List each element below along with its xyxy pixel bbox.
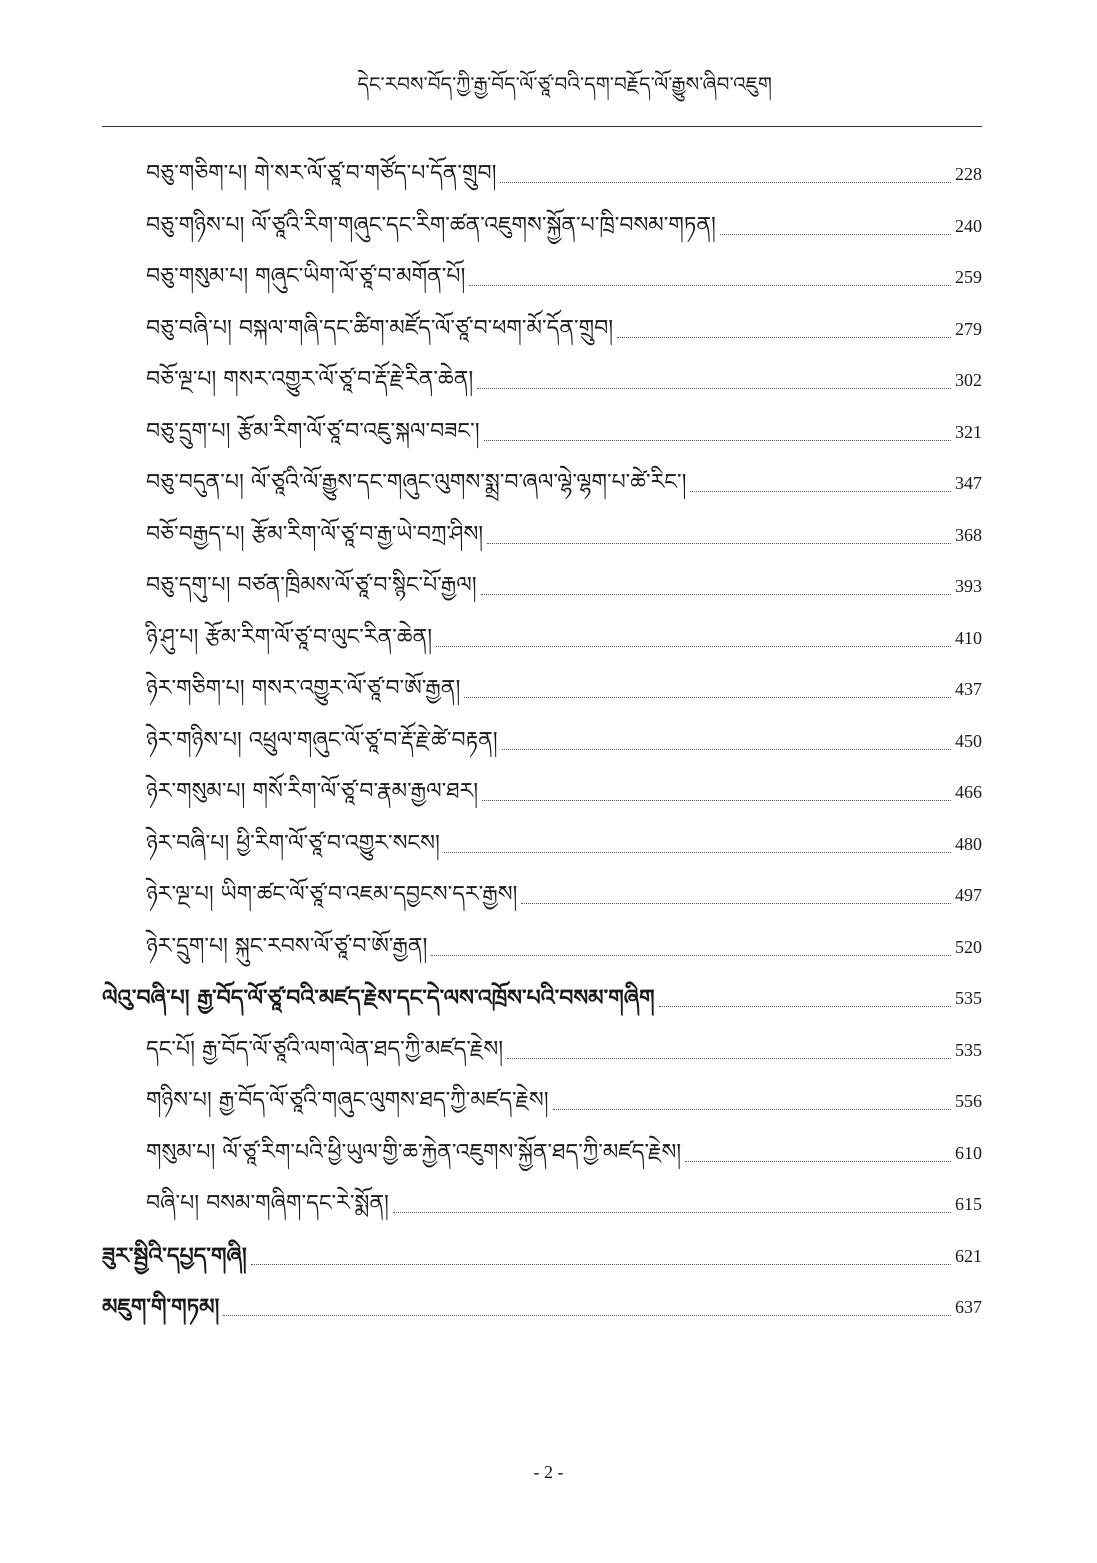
toc-entry[interactable] (146, 410, 982, 450)
toc-entry-page: 497 (955, 885, 982, 905)
dot-leader (431, 955, 951, 956)
toc-entry-page: 279 (955, 319, 982, 339)
toc-entry-label: བཅུ་གསུམ་པ། གཞུང་ཡིག་ལོ་ཙཱ་བ་མགོན་པོ། (146, 264, 466, 289)
toc-entry[interactable] (146, 255, 982, 295)
toc-entry[interactable] (146, 564, 982, 604)
dot-leader (500, 182, 951, 183)
toc-entry-label: བཅུ་དྲུག་པ། རྩོམ་རིག་ལོ་ཙཱ་བ་འཇུ་སྐལ་བཟང་། (146, 419, 480, 444)
dot-leader (436, 646, 951, 647)
toc-entry[interactable] (146, 461, 982, 501)
toc-entry-label: བཅུ་བདུན་པ། ལོ་ཙཱའི་ལོ་རྒྱུས་དང་གཞུང་ལུགས་སྨྲ་བ་ཞལ་ལྷེ་ལྷག་པ་ཚེ་རིང་། (146, 470, 687, 495)
dot-leader (690, 491, 951, 492)
dot-leader (481, 594, 951, 595)
toc-chapter-entry[interactable] (102, 976, 982, 1016)
toc-entry-label: གསུམ་པ། ལོ་ཙཱ་རིག་པའི་ཕྱི་ཡུལ་གྱི་ཆ་རྐྱེན་འཇུགས་སྐྱོན་ཐད་ཀྱི་མཛད་རྗེས། (146, 1140, 682, 1165)
toc-entry[interactable] (146, 822, 982, 862)
toc-entry-label: ཉེར་གསུམ་པ། གསོ་རིག་ལོ་ཙཱ་བ་རྣམ་རྒྱལ་ཐར། (146, 779, 479, 804)
toc-entry-page: 615 (955, 1194, 982, 1214)
toc-entry-label: ཉེར་དྲུག་པ། སྐུང་རབས་ལོ་ཙཱ་བ་ཨོ་རྒྱན། (146, 934, 428, 959)
toc-entry[interactable] (146, 770, 982, 810)
toc-entry[interactable] (146, 152, 982, 192)
toc-entry-page: 621 (955, 1246, 982, 1266)
toc-entry-page: 520 (955, 937, 982, 957)
toc-entry-label: བཅུ་དགུ་པ། བཙན་ཁྲིམས་ལོ་ཙཱ་བ་སྙིང་པོ་རྒྱལ། (146, 573, 477, 598)
toc-entry-page: 480 (955, 834, 982, 854)
dot-leader (464, 697, 951, 698)
toc-entry-label: བཅུ་བཞི་པ། བསྐལ་གཞི་དང་ཚིག་མཛོད་ལོ་ཙཱ་བ་ཕག་མོ་དོན་གྲུབ། (146, 316, 614, 341)
toc-entry-label: ཉེར་ལྔ་པ། ཡིག་ཚང་ལོ་ཙཱ་བ་འཇམ་དབྱངས་དར་རྒྱས། (146, 882, 518, 907)
dot-leader (521, 903, 951, 904)
toc-entry-page: 535 (955, 988, 982, 1008)
toc-entry-page: 450 (955, 731, 982, 751)
toc-entry-page: 637 (955, 1297, 982, 1317)
toc-entry-page: 535 (955, 1040, 982, 1060)
toc-entry-label: མཇུག་གི་གཏམ། (102, 1294, 220, 1320)
toc-entry[interactable] (146, 719, 982, 759)
toc-entry-page: 466 (955, 782, 982, 802)
toc-entry[interactable] (146, 513, 982, 553)
dot-leader (502, 749, 951, 750)
toc-entry[interactable] (146, 873, 982, 913)
toc-entry-page: 259 (955, 267, 982, 287)
dot-leader (487, 543, 951, 544)
toc-entry-label: བཞི་པ། བསམ་གཞིག་དང་རེ་སྨོན། (146, 1191, 389, 1216)
toc-entry-label: ལེའུ་བཞི་པ། རྒྱ་བོད་ལོ་ཙཱ་བའི་མཛད་རྗེས་དང་དེ་ལས་འཁྲོས་པའི་བསམ་གཞིག (102, 985, 655, 1011)
toc-entry-page: 610 (955, 1143, 982, 1163)
dot-leader (223, 1315, 951, 1316)
dot-leader (507, 1058, 951, 1059)
toc-entry-page: 393 (955, 576, 982, 596)
toc-entry-label: ཟུར་སྦྱིའི་དཔྱད་གཞི། (102, 1243, 247, 1269)
dot-leader (617, 337, 951, 338)
toc-entry-page: 321 (955, 422, 982, 442)
toc-chapter-entry[interactable] (102, 1234, 982, 1274)
toc-entry-label: བཅུ་གཅིག་པ། གེ་སར་ལོ་ཙཱ་བ་གཙོད་པ་དོན་གྲུབ། (146, 161, 497, 186)
toc-entry-label: ཉེར་བཞི་པ། ཕྱི་རིག་ལོ་ཙཱ་བ་འགྱུར་སངས། (146, 831, 440, 856)
dot-leader (444, 852, 951, 853)
dot-leader (484, 440, 951, 441)
toc-entry-label: ཉི་ཤུ་པ། རྩོམ་རིག་ལོ་ཙཱ་བ་ལུང་རིན་ཆེན། (146, 625, 433, 650)
dot-leader (251, 1264, 951, 1265)
dot-leader (720, 234, 951, 235)
toc-entry-label: ཉེར་གཉིས་པ། འཕྲུལ་གཞུང་ལོ་ཙཱ་བ་རྡོ་རྗེ་ཚེ་བརྟན། (146, 728, 498, 753)
toc-entry-page: 368 (955, 525, 982, 545)
toc-entry[interactable] (146, 1028, 982, 1068)
dot-leader (659, 1006, 951, 1007)
toc-entry[interactable] (146, 358, 982, 398)
toc-entry-page: 228 (955, 164, 982, 184)
toc-entry[interactable] (146, 925, 982, 965)
running-header-title: དེང་རབས་བོད་ཀྱི་རྒྱ་བོད་ལོ་ཙཱ་བའི་དག་བརྗོད་ལོ་རྒྱུས་ཞིབ་འཇུག (357, 72, 772, 96)
dot-leader (685, 1161, 951, 1162)
dot-leader (482, 800, 951, 801)
dot-leader (393, 1212, 951, 1213)
toc-entry[interactable] (146, 307, 982, 347)
toc-entry-page: 302 (955, 370, 982, 390)
toc-entry-page: 556 (955, 1091, 982, 1111)
toc-entry-label: ཉེར་གཅིག་པ། གསར་འགྱུར་ལོ་ཙཱ་བ་ཨོ་རྒྱན། (146, 676, 461, 701)
toc-entry[interactable] (146, 1182, 982, 1222)
toc-entry-label: དང་པོ། རྒྱ་བོད་ལོ་ཙཱའི་ལག་ལེན་ཐད་ཀྱི་མཛད་རྗེས། (146, 1037, 504, 1062)
toc-entry-page: 410 (955, 628, 982, 648)
dot-leader (477, 388, 951, 389)
page-number: - 2 - (533, 1462, 564, 1482)
toc-entry-label: བཅོ་བརྒྱད་པ། རྩོམ་རིག་ལོ་ཙཱ་བ་རྒྱ་ཡེ་བཀྲ་ཤིས། (146, 522, 484, 547)
dot-leader (553, 1109, 951, 1110)
toc-chapter-entry[interactable] (102, 1285, 982, 1325)
toc-entry-label: བཅོ་ལྔ་པ། གསར་འགྱུར་ལོ་ཙཱ་བ་རྡོ་རྗེ་རིན་ཆེན། (146, 367, 474, 392)
toc-entry[interactable] (146, 616, 982, 656)
dot-leader (469, 285, 951, 286)
toc-entry-label: བཅུ་གཉིས་པ། ལོ་ཙཱའི་རིག་གཞུང་དང་རིག་ཚན་འཇུགས་སྐྱོན་པ་ཁྲི་བསམ་གཏན། (146, 213, 716, 238)
running-header (102, 72, 982, 127)
toc-entry[interactable] (146, 667, 982, 707)
toc-entry-page: 240 (955, 216, 982, 236)
toc-entry-page: 437 (955, 679, 982, 699)
toc-entry-page: 347 (955, 473, 982, 493)
toc-entry[interactable] (146, 204, 982, 244)
toc-entry[interactable] (146, 1079, 982, 1119)
toc-entry-label: གཉིས་པ། རྒྱ་བོད་ལོ་ཙཱའི་གཞུང་ལུགས་ཐད་ཀྱི་མཛད་རྗེས། (146, 1088, 549, 1113)
toc-entry[interactable] (146, 1131, 982, 1171)
